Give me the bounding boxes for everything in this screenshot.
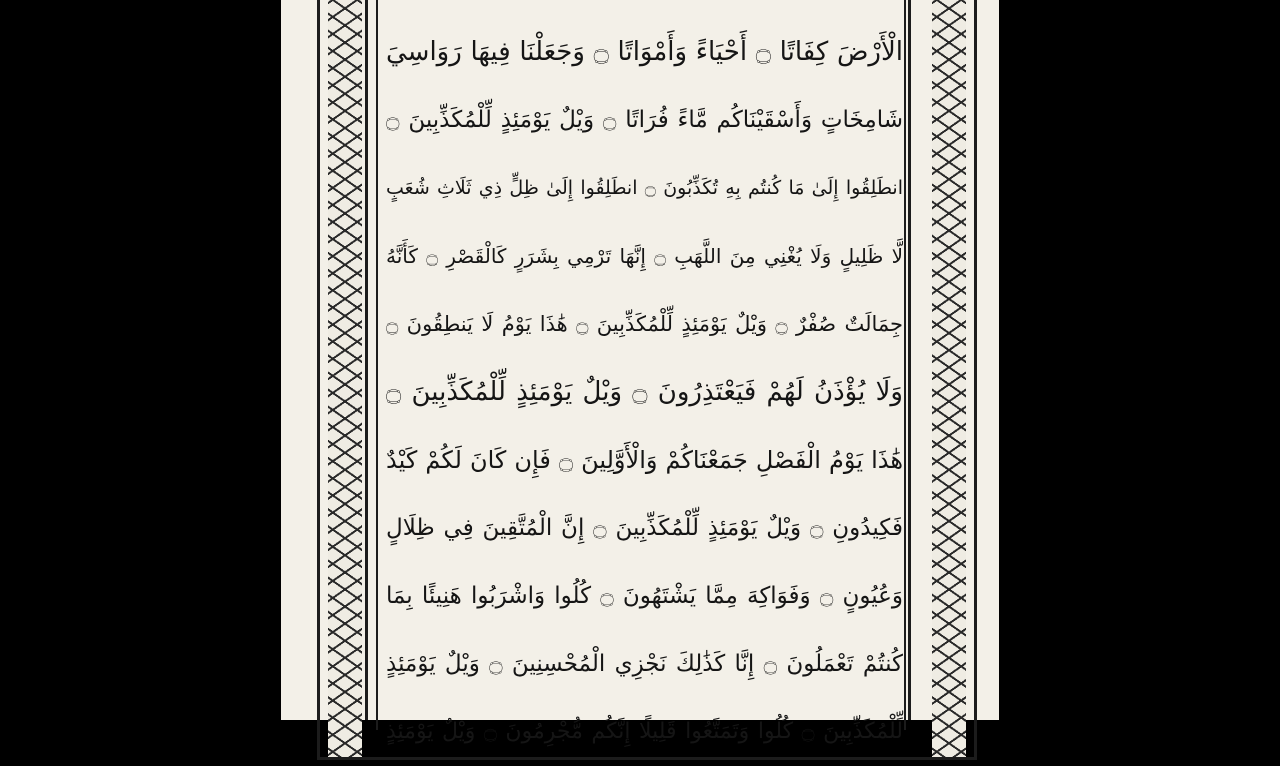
verse-line-text: وَلَا يُؤْذَنُ لَهُمْ فَيَعْتَذِرُونَ ۝ وَيْلٌ يَوْمَئِذٍ لِّلْمُكَذِّبِينَ ۝ [386,377,903,407]
verse-line-text: انطَلِقُوا إِلَىٰ مَا كُنتُم بِهِ تُكَذِّبُونَ ۝ انطَلِقُوا إِلَىٰ ظِلٍّ ذِي ثَلَاثِ شُعَبٍ [386,177,904,199]
verse-line [386,290,903,358]
verse-line-text: كُنتُمْ تَعْمَلُونَ ۝ إِنَّا كَذَٰلِكَ نَجْزِي الْمُحْسِنِينَ ۝ وَيْلٌ يَوْمَئِذٍ [386,651,903,677]
verse-line-text: فَكِيدُونِ ۝ وَيْلٌ يَوْمَئِذٍ لِّلْمُكَذِّبِينَ ۝ إِنَّ الْمُتَّقِينَ فِي ظِلَالٍ [386,515,903,541]
verse-line [386,154,903,222]
verse-line [386,630,903,698]
verse-line [386,562,903,630]
verse-line-text: جِمَالَتٌ صُفْرٌ ۝ وَيْلٌ يَوْمَئِذٍ لِّلْمُكَذِّبِينَ ۝ هَٰذَا يَوْمُ لَا يَنطِقُونَ ۝ [386,312,903,336]
verse-line [386,494,903,562]
verse-line-text: شَامِخَاتٍ وَأَسْقَيْنَاكُم مَّاءً فُرَاتًا ۝ وَيْلٌ يَوْمَئِذٍ لِّلْمُكَذِّبِينَ ۝ [386,107,903,133]
verse-line [386,698,903,766]
verse-line [386,86,903,154]
verse-line-text: لَّا ظَلِيلٍ وَلَا يُغْنِي مِنَ اللَّهَبِ ۝ إِنَّهَا تَرْمِي بِشَرَرٍ كَالْقَصْرِ ۝ كَأَنَّهُ [386,244,904,268]
verse-line-text: لِّلْمُكَذِّبِينَ ۝ كُلُوا وَتَمَتَّعُوا قَلِيلًا إِنَّكُم مُّجْرِمُونَ ۝ وَيْلٌ يَوْمَئِذٍ [386,719,903,744]
right-inner-rule [908,0,911,720]
verse-line [386,222,903,290]
verse-line [386,358,903,426]
verse-lines [386,18,903,766]
verse-line-text: وَعُيُونٍ ۝ وَفَوَاكِهَ مِمَّا يَشْتَهُونَ ۝ كُلُوا وَاشْرَبُوا هَنِيئًا بِمَا [386,583,903,609]
left-braid-border [328,0,362,757]
right-braid-border [932,0,966,757]
verse-line [386,426,903,494]
mushaf-page [281,0,999,744]
verse-line [386,18,903,86]
verse-line-text: هَٰذَا يَوْمُ الْفَصْلِ جَمَعْنَاكُمْ وَالْأَوَّلِينَ ۝ فَإِن كَانَ لَكُمْ كَيْدٌ [386,446,904,474]
verse-line-text: الْأَرْضَ كِفَاتًا ۝ أَحْيَاءً وَأَمْوَاتًا ۝ وَجَعَلْنَا فِيهَا رَوَاسِيَ [386,37,904,67]
left-inner-rule [365,0,368,720]
